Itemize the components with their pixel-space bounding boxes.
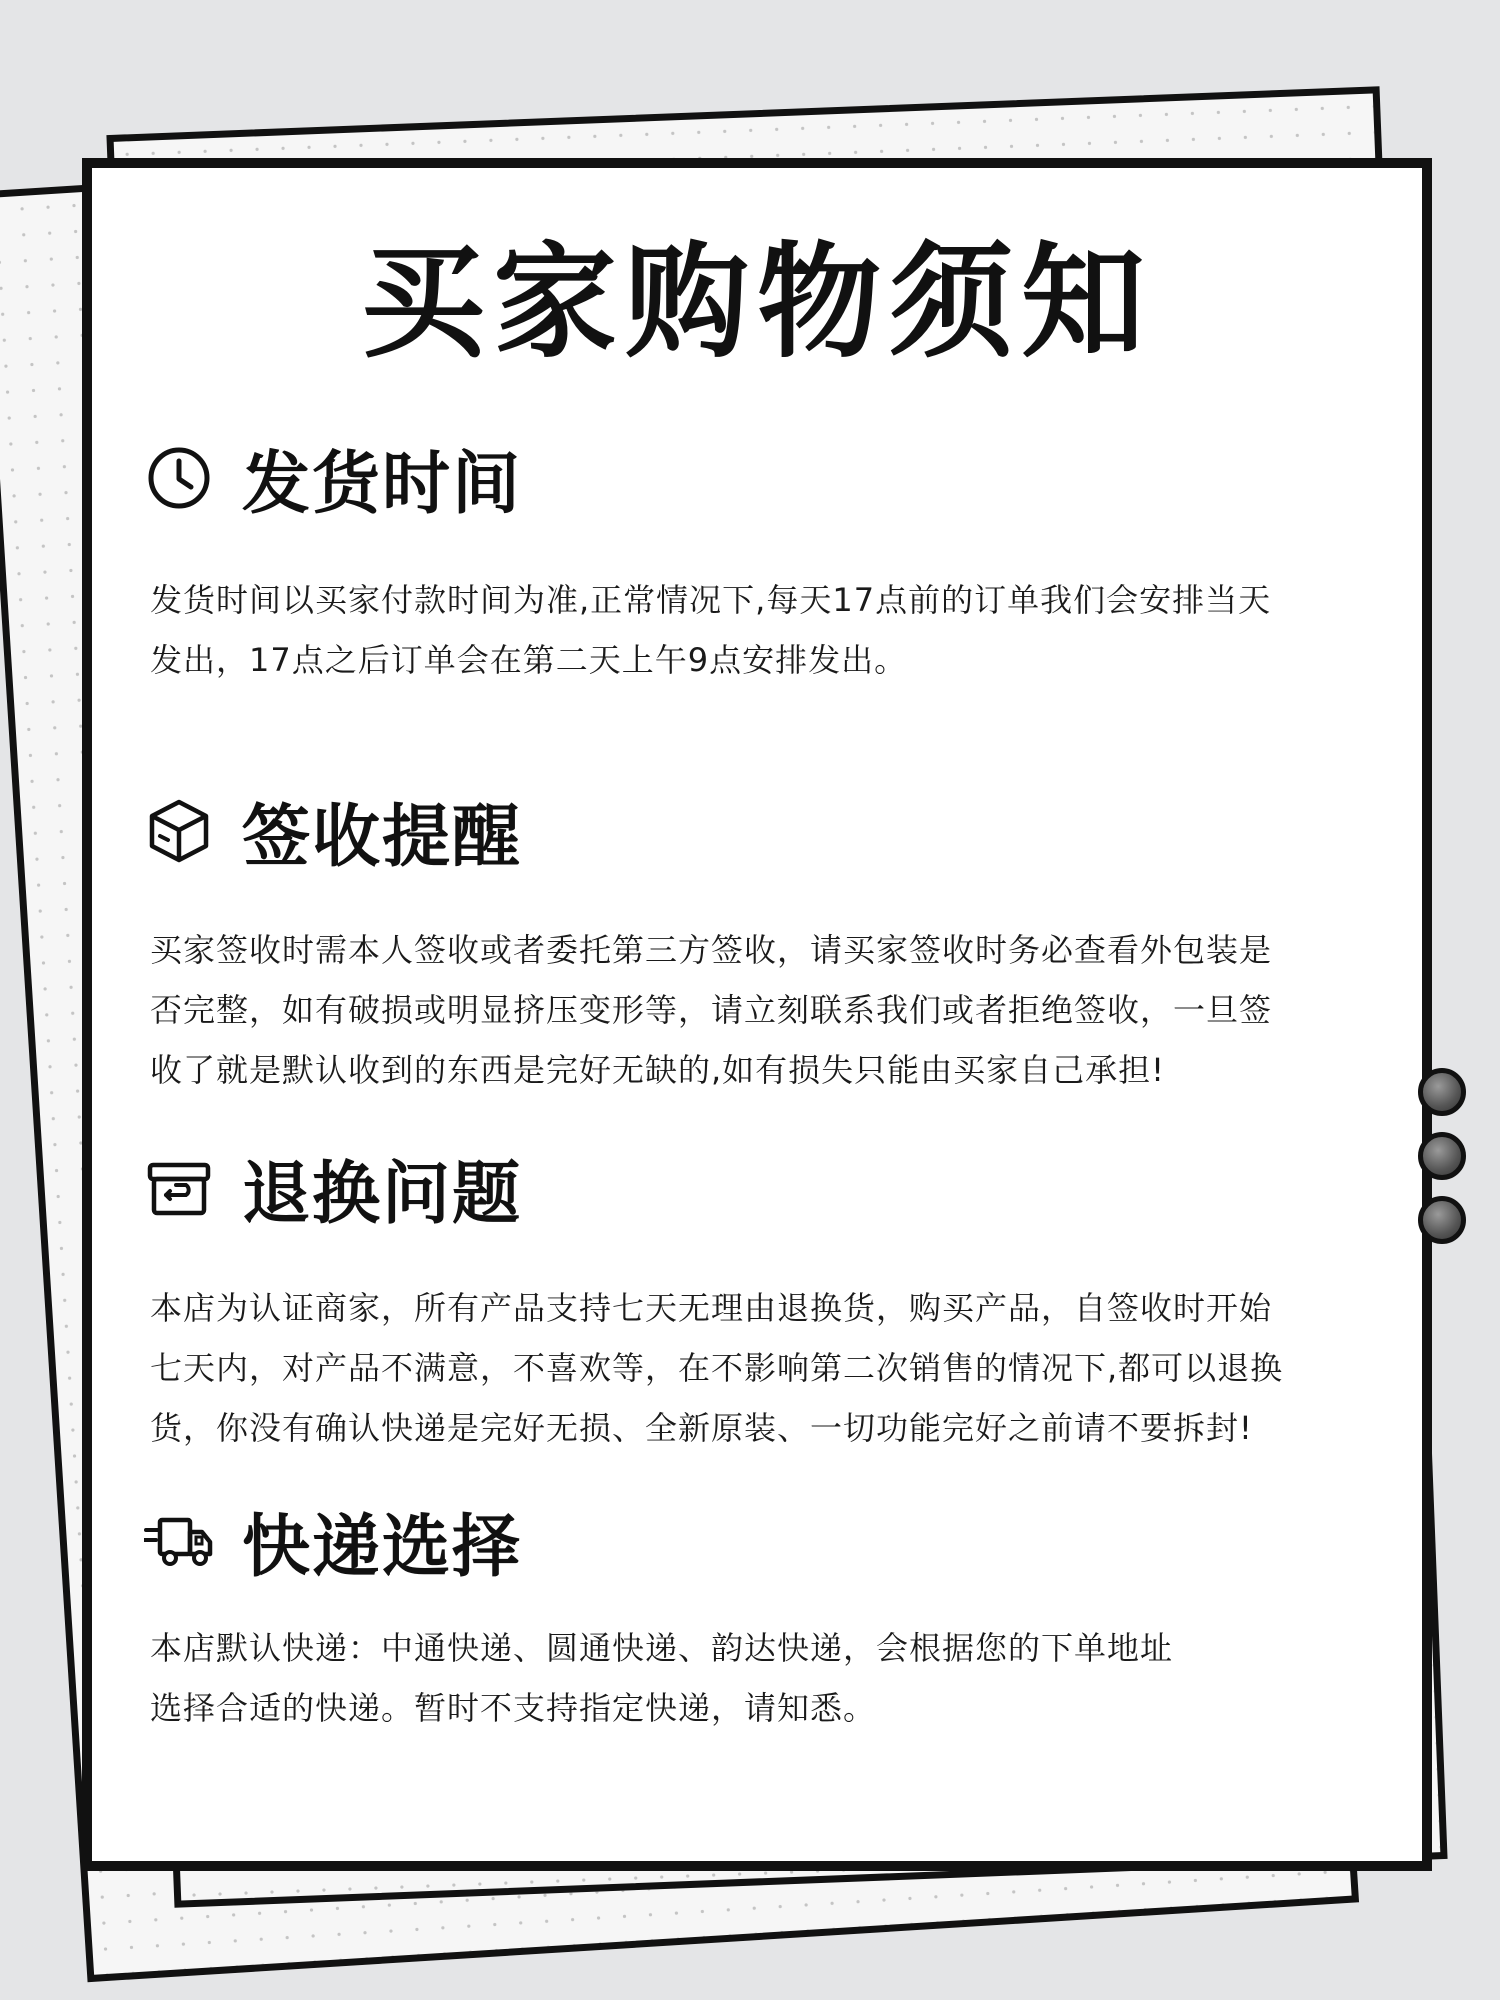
binder-ring (1418, 1068, 1466, 1116)
section-body-courier (150, 1618, 1390, 1738)
body-line: 发出，17点之后订单会在第二天上午9点安排发出。 (150, 641, 908, 679)
body-line: 本店默认快递：中通快递、圆通快递、韵达快递，会根据您的下单地址 (150, 1629, 1174, 1667)
section-body-returns (150, 1278, 1390, 1458)
body-line: 货，你没有确认快递是完好无损、全新原装、一切功能完好之前请不要拆封! (150, 1409, 1253, 1447)
section-heading: 退换问题 (242, 1154, 523, 1234)
body-line: 发货时间以买家付款时间为准,正常情况下,每天17点前的订单我们会安排当天 (150, 581, 1272, 619)
return-box-icon (144, 1153, 214, 1223)
body-line: 本店为认证商家，所有产品支持七天无理由退换货，购买产品，自签收时开始 (150, 1289, 1273, 1327)
body-line: 收了就是默认收到的东西是完好无缺的,如有损失只能由买家自己承担! (150, 1051, 1166, 1089)
binder-rings (1418, 1068, 1478, 1268)
package-box-icon (144, 796, 214, 866)
section-body-signing-reminder (150, 920, 1390, 1100)
body-line: 七天内，对产品不满意，不喜欢等，在不影响第二次销售的情况下,都可以退换 (150, 1349, 1284, 1387)
section-header-courier (144, 1486, 522, 1596)
section-heading: 签收提醒 (242, 797, 523, 877)
section-heading: 发货时间 (242, 444, 523, 524)
section-header-shipping-time (144, 423, 522, 533)
body-line: 买家签收时需本人签收或者委托第三方签收，请买家签收时务必查看外包装是 (150, 931, 1273, 969)
section-heading: 快递选择 (242, 1507, 523, 1587)
delivery-truck-icon (144, 1506, 214, 1576)
page-title: 买家购物须知 (360, 231, 1153, 375)
body-line: 否完整，如有破损或明显挤压变形等，请立刻联系我们或者拒绝签收，一旦签 (150, 991, 1273, 1029)
clock-icon (144, 443, 214, 513)
notice-card (82, 158, 1432, 1871)
binder-ring (1418, 1132, 1466, 1180)
body-line: 选择合适的快递。暂时不支持指定快递，请知悉。 (150, 1689, 877, 1727)
section-body-shipping-time (150, 570, 1390, 690)
binder-ring (1418, 1196, 1466, 1244)
section-header-returns (144, 1133, 522, 1243)
section-header-signing-reminder (144, 776, 522, 886)
